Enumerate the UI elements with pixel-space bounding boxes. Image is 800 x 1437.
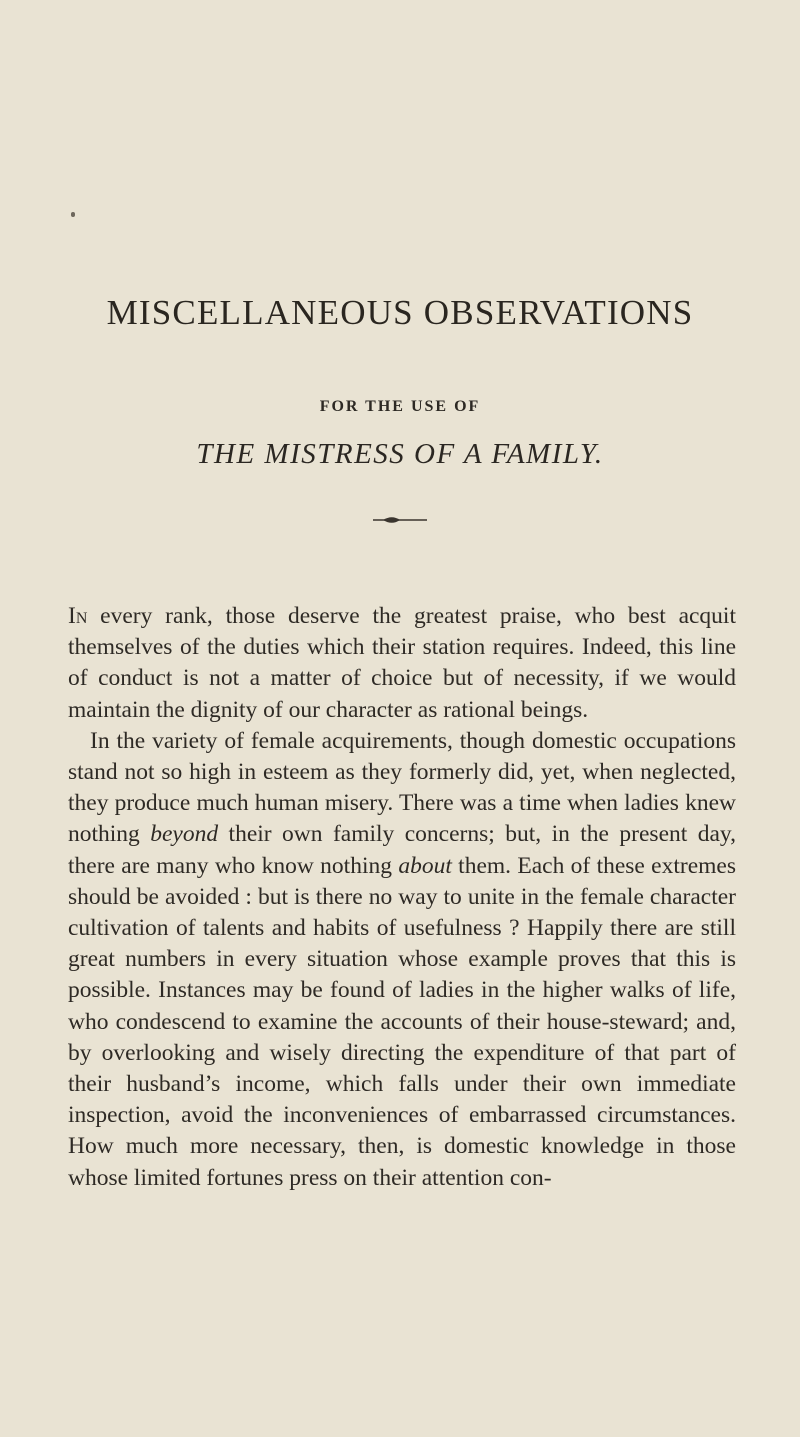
- paragraph-2-text-b: their own family concerns; but, in the present day, there are many who know nothing: [68, 821, 737, 879]
- paragraph-1: [68, 601, 736, 726]
- page-subtitle-italic: THE MISTRESS OF A FAMILY.: [196, 438, 604, 470]
- initial-word: In: [68, 603, 88, 629]
- body-text: [68, 601, 736, 1194]
- ornament-divider-icon: [373, 513, 427, 527]
- page-title: MISCELLANEOUS OBSERVATIONS: [106, 293, 694, 332]
- italic-word-about: about: [398, 852, 452, 879]
- paragraph-2-text-c: them. Each of these extremes should be avoided : but is there no way to unite in the female character cultivation of talents and habits of usefulness ? Happily there are still great numbers in every situation whose example proves that this is possible. Instances may be found of ladies in the higher walks of life, who condescend to examine the accounts of their house-steward; and, by overlooking and wisely directing the expenditure of that part of their husband’s income, which falls under their own immediate inspection, avoid the inconveniences of embarrassed circumstances. How much more necessary, then, is domestic knowledge in those whose limited fortunes press on their attention con-: [68, 852, 736, 1191]
- ornamental-rule: [0, 513, 800, 527]
- italic-word-beyond: beyond: [150, 821, 219, 848]
- paragraph-1-text: every rank, those deserve the greatest praise, who best acquit themselves of the duties which their station requires. Indeed, this line of conduct is not a matter of choice but of necessity, if we would maintain the dignity of our character as rational beings.: [68, 603, 736, 723]
- ink-speck: [71, 212, 75, 217]
- paragraph-2-text-a: In the variety of female acquirements, though domestic occupations stand not so high in esteem as they formerly did, yet, when neglected, they produce much human misery. There was a time when ladies knew nothing: [68, 727, 736, 848]
- paragraph-2: [68, 726, 736, 1194]
- page-subtitle: FOR THE USE OF: [319, 398, 481, 415]
